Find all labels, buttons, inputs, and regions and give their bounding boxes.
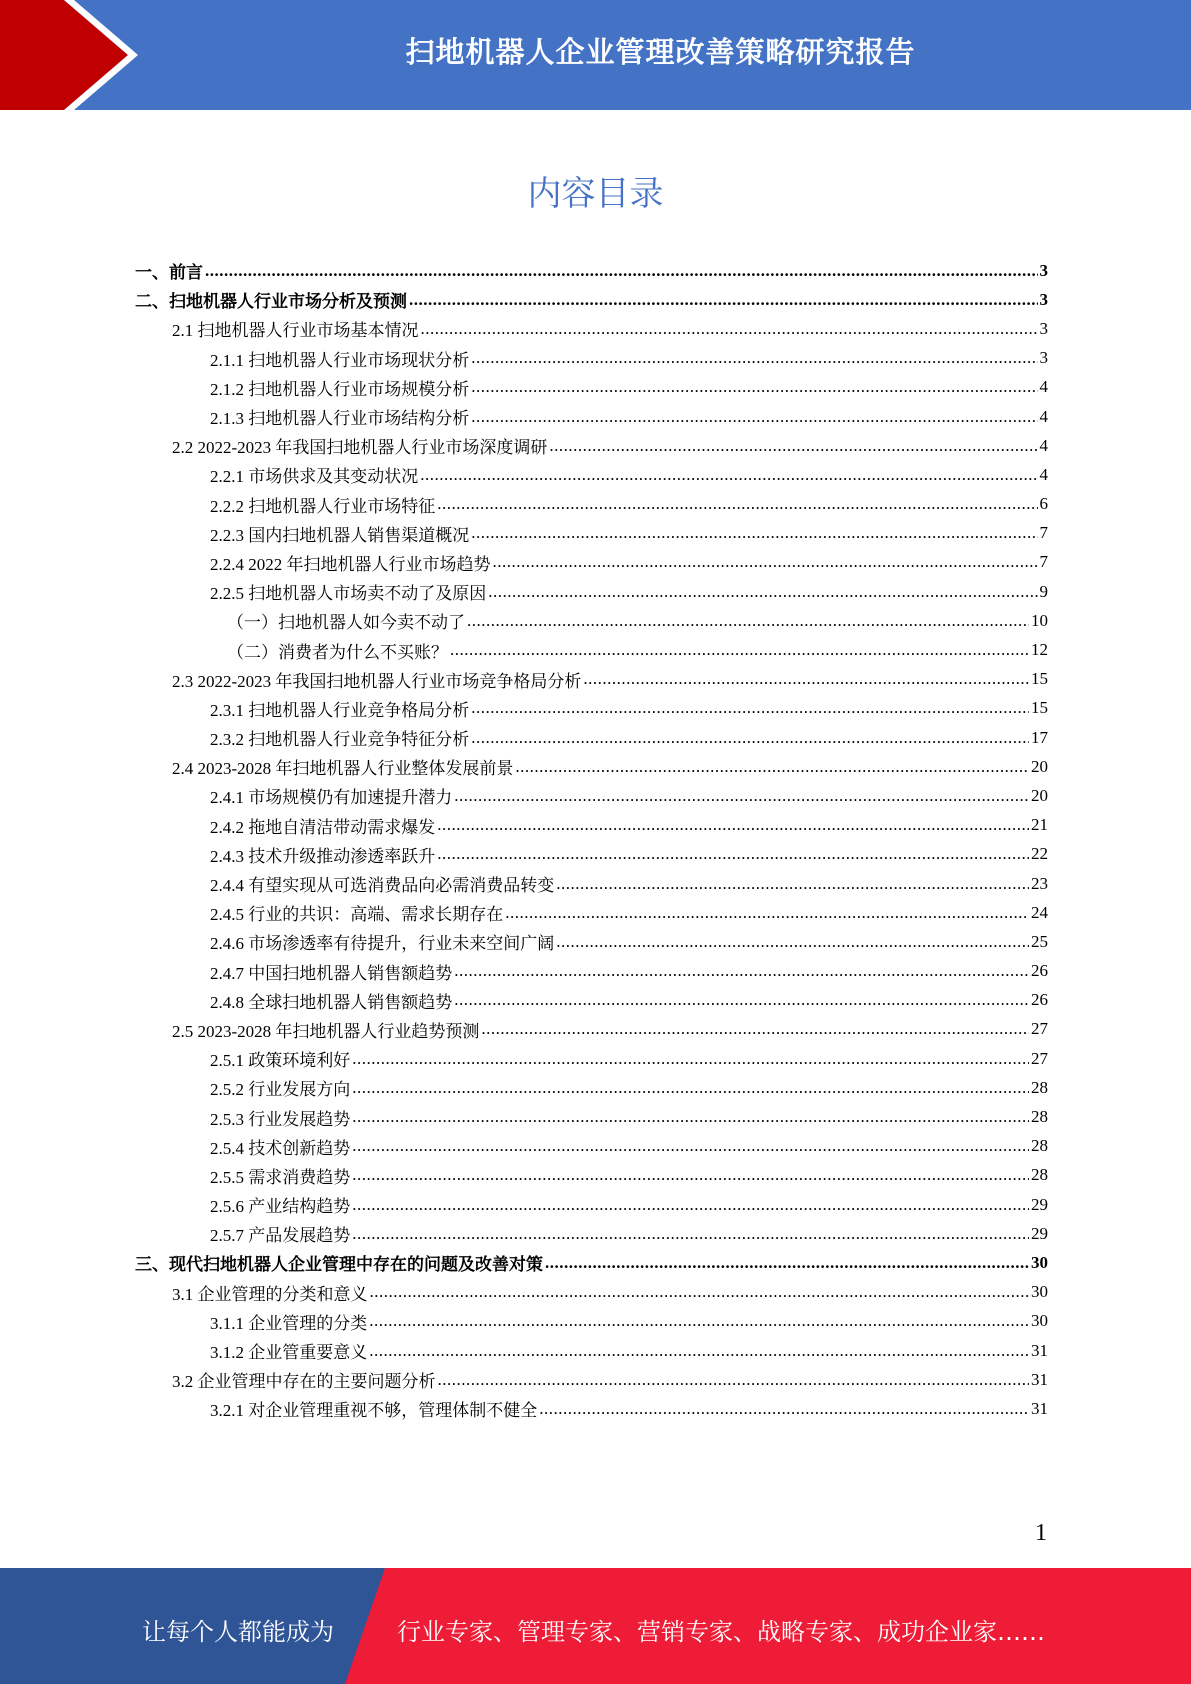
toc-entry-page: 29 bbox=[1031, 1223, 1048, 1243]
toc-entry-label: 2.1.2 扫地机器人行业市场规模分析 bbox=[210, 375, 471, 400]
toc-entry-label: 3.1 企业管理的分类和意义 bbox=[172, 1280, 370, 1305]
leader-dots bbox=[421, 319, 1038, 339]
report-title: 扫地机器人企业管理改善策略研究报告 bbox=[405, 35, 916, 69]
toc-entry[interactable] bbox=[135, 1102, 1048, 1131]
toc-entry-label: 2.5.1 政策环境利好 bbox=[210, 1046, 352, 1071]
leader-dots bbox=[438, 1370, 1030, 1390]
leader-dots bbox=[369, 1311, 1029, 1331]
toc-entry-page: 30 bbox=[1031, 1252, 1048, 1272]
toc-entry-label: 2.4.6 市场渗透率有待提升，行业未来空间广阔 bbox=[210, 929, 556, 954]
toc-entry-page: 3 bbox=[1039, 289, 1048, 309]
toc-entry[interactable] bbox=[135, 781, 1048, 810]
toc-entry[interactable] bbox=[135, 957, 1048, 986]
toc-entry-page: 3 bbox=[1039, 348, 1048, 368]
toc-entry-label: 3.1.1 企业管理的分类 bbox=[210, 1309, 369, 1334]
toc-entry[interactable] bbox=[135, 927, 1048, 956]
leader-dots bbox=[450, 640, 1029, 660]
toc-entry[interactable] bbox=[135, 665, 1048, 694]
toc-entry-label: 2.2.5 扫地机器人市场卖不动了及原因 bbox=[210, 579, 488, 604]
toc-entry-label: 3.2.1 对企业管理重视不够，管理体制不健全 bbox=[210, 1396, 539, 1421]
toc-entry[interactable] bbox=[135, 373, 1048, 402]
toc-entry-page: 29 bbox=[1031, 1194, 1048, 1214]
toc-entry-label: 2.2.2 扫地机器人行业市场特征 bbox=[210, 492, 437, 517]
leader-dots bbox=[352, 1078, 1029, 1098]
toc-entry-page: 7 bbox=[1039, 552, 1048, 572]
toc-entry-label: 2.4.1 市场规模仍有加速提升潜力 bbox=[210, 783, 454, 808]
toc-entry-page: 7 bbox=[1039, 523, 1048, 543]
toc-entry[interactable] bbox=[135, 1394, 1048, 1423]
toc-entry-page: 27 bbox=[1031, 1019, 1048, 1039]
leader-dots bbox=[488, 582, 1037, 602]
toc-entry-page: 31 bbox=[1031, 1398, 1048, 1418]
leader-dots bbox=[556, 874, 1029, 894]
toc-entry[interactable] bbox=[135, 1073, 1048, 1102]
toc-entry-page: 17 bbox=[1031, 727, 1048, 747]
leader-dots bbox=[471, 377, 1037, 397]
toc-entry-label: 2.4.3 技术升级推动渗透率跃升 bbox=[210, 842, 437, 867]
toc-entry-label: 三、现代扫地机器人企业管理中存在的问题及改善对策 bbox=[135, 1250, 545, 1275]
toc-entry-page: 10 bbox=[1031, 610, 1048, 630]
toc-entry-page: 28 bbox=[1031, 1165, 1048, 1185]
toc-entry[interactable] bbox=[135, 1190, 1048, 1219]
toc-entry-label: 2.2.3 国内扫地机器人销售渠道概况 bbox=[210, 521, 471, 546]
toc-entry-page: 23 bbox=[1031, 873, 1048, 893]
toc-entry-page: 12 bbox=[1031, 640, 1048, 660]
leader-dots bbox=[493, 552, 1038, 572]
leader-dots bbox=[549, 436, 1037, 456]
toc-entry-page: 20 bbox=[1031, 756, 1048, 776]
toc-entry-label: 2.2.4 2022 年扫地机器人行业市场趋势 bbox=[210, 550, 493, 575]
page-number: 1 bbox=[1035, 1520, 1047, 1546]
leader-dots bbox=[352, 1195, 1029, 1215]
toc-entry[interactable] bbox=[135, 694, 1048, 723]
toc-entry-page: 20 bbox=[1031, 785, 1048, 805]
toc-entry[interactable] bbox=[135, 519, 1048, 548]
toc-entry-label: 2.3 2022-2023 年我国扫地机器人行业市场竞争格局分析 bbox=[172, 667, 583, 692]
toc-entry-label: 2.4 2023-2028 年扫地机器人行业整体发展前景 bbox=[172, 754, 515, 779]
leader-dots bbox=[471, 728, 1029, 748]
toc-entry-label: 2.5 2023-2028 年扫地机器人行业趋势预测 bbox=[172, 1017, 481, 1042]
leader-dots bbox=[352, 1107, 1029, 1127]
toc-entry[interactable] bbox=[135, 840, 1048, 869]
leader-dots bbox=[352, 1049, 1029, 1069]
leader-dots bbox=[352, 1165, 1029, 1185]
leader-dots bbox=[556, 932, 1029, 952]
toc-entry-page: 6 bbox=[1039, 494, 1048, 514]
footer-slogan-right: 行业专家、管理专家、营销专家、战略专家、成功企业家…… bbox=[397, 1618, 1045, 1646]
toc-entry[interactable] bbox=[135, 1365, 1048, 1394]
toc-entry[interactable] bbox=[135, 869, 1048, 898]
page-header bbox=[0, 0, 1191, 110]
toc-entry[interactable] bbox=[135, 285, 1048, 314]
toc-entry-page: 9 bbox=[1039, 581, 1048, 601]
toc-entry-label: 一、前言 bbox=[135, 258, 205, 283]
leader-dots bbox=[437, 494, 1037, 514]
toc-entry-label: 2.5.3 行业发展趋势 bbox=[210, 1105, 352, 1130]
leader-dots bbox=[454, 786, 1029, 806]
footer-slogan-left: 让每个人都能成为 bbox=[142, 1618, 334, 1646]
leader-dots bbox=[370, 1282, 1030, 1302]
toc-entry[interactable] bbox=[135, 314, 1048, 343]
toc-entry[interactable] bbox=[135, 256, 1048, 285]
toc-entry-page: 27 bbox=[1031, 1048, 1048, 1068]
toc-entry[interactable] bbox=[135, 606, 1048, 635]
leader-dots bbox=[205, 261, 1038, 281]
toc-entry[interactable] bbox=[135, 402, 1048, 431]
page-footer bbox=[0, 1568, 1191, 1684]
toc-entry-page: 26 bbox=[1031, 990, 1048, 1010]
toc-entry-label: （二）消费者为什么不买账？ bbox=[227, 638, 450, 663]
toc-entry[interactable] bbox=[135, 1336, 1048, 1365]
toc-entry[interactable] bbox=[135, 1044, 1048, 1073]
leader-dots bbox=[471, 348, 1037, 368]
leader-dots bbox=[539, 1399, 1029, 1419]
leader-dots bbox=[352, 1136, 1029, 1156]
toc-entry-label: 2.5.4 技术创新趋势 bbox=[210, 1134, 352, 1159]
leader-dots bbox=[515, 757, 1029, 777]
toc-entry-label: 2.1.1 扫地机器人行业市场现状分析 bbox=[210, 346, 471, 371]
toc-entry-page: 31 bbox=[1031, 1369, 1048, 1389]
toc-entry[interactable] bbox=[135, 577, 1048, 606]
toc-entry-page: 3 bbox=[1039, 260, 1048, 280]
toc-entry-label: 2.4.8 全球扫地机器人销售额趋势 bbox=[210, 988, 454, 1013]
toc-entry[interactable] bbox=[135, 986, 1048, 1015]
toc-entry-page: 28 bbox=[1031, 1077, 1048, 1097]
toc-entry[interactable] bbox=[135, 344, 1048, 373]
toc-entry-label: 2.4.7 中国扫地机器人销售额趋势 bbox=[210, 959, 454, 984]
toc-entry-page: 3 bbox=[1039, 318, 1048, 338]
toc-entry-page: 26 bbox=[1031, 961, 1048, 981]
toc-entry-page: 28 bbox=[1031, 1107, 1048, 1127]
toc-entry-label: 2.2.1 市场供求及其变动状况 bbox=[210, 462, 420, 487]
leader-dots bbox=[467, 611, 1029, 631]
toc-entry-page: 31 bbox=[1031, 1340, 1048, 1360]
toc-entry[interactable] bbox=[135, 460, 1048, 489]
toc-entry-page: 15 bbox=[1031, 698, 1048, 718]
toc-entry-label: （一）扫地机器人如今卖不动了 bbox=[227, 608, 467, 633]
toc-entry-label: 2.1.3 扫地机器人行业市场结构分析 bbox=[210, 404, 471, 429]
toc-entry[interactable] bbox=[135, 1307, 1048, 1336]
leader-dots bbox=[583, 669, 1029, 689]
leader-dots bbox=[471, 407, 1037, 427]
leader-dots bbox=[409, 290, 1038, 310]
toc-entry-label: 2.3.1 扫地机器人行业竞争格局分析 bbox=[210, 696, 471, 721]
toc-entry-page: 22 bbox=[1031, 844, 1048, 864]
toc-entry-label: 2.4.5 行业的共识：高端、需求长期存在 bbox=[210, 900, 505, 925]
toc-entry-page: 4 bbox=[1039, 377, 1048, 397]
toc-entry-page: 21 bbox=[1031, 815, 1048, 835]
toc-entry-label: 2.4.4 有望实现从可选消费品向必需消费品转变 bbox=[210, 871, 556, 896]
toc-entry-page: 4 bbox=[1039, 464, 1048, 484]
toc-entry-label: 2.1 扫地机器人行业市场基本情况 bbox=[172, 316, 421, 341]
leader-dots bbox=[352, 1224, 1029, 1244]
leader-dots bbox=[437, 815, 1029, 835]
toc-entry-label: 2.5.6 产业结构趋势 bbox=[210, 1192, 352, 1217]
toc-entry-page: 28 bbox=[1031, 1136, 1048, 1156]
toc-entry-label: 3.1.2 企业管重要意义 bbox=[210, 1338, 369, 1363]
toc-heading: 内容目录 bbox=[527, 174, 664, 214]
toc-entry[interactable] bbox=[135, 1015, 1048, 1044]
toc-entry[interactable] bbox=[135, 723, 1048, 752]
leader-dots bbox=[481, 1019, 1029, 1039]
toc-entry-label: 3.2 企业管理中存在的主要问题分析 bbox=[172, 1367, 438, 1392]
toc-entry-page: 30 bbox=[1031, 1282, 1048, 1302]
toc-entry-page: 30 bbox=[1031, 1311, 1048, 1331]
leader-dots bbox=[505, 903, 1029, 923]
leader-dots bbox=[471, 523, 1037, 543]
toc-entry-page: 15 bbox=[1031, 669, 1048, 689]
toc-entry[interactable] bbox=[135, 431, 1048, 460]
toc-entry-label: 2.3.2 扫地机器人行业竞争特征分析 bbox=[210, 725, 471, 750]
toc-entry-label: 2.2 2022-2023 年我国扫地机器人行业市场深度调研 bbox=[172, 433, 549, 458]
leader-dots bbox=[545, 1253, 1029, 1273]
leader-dots bbox=[437, 844, 1029, 864]
toc-entry-page: 25 bbox=[1031, 931, 1048, 951]
toc-entry[interactable] bbox=[135, 1219, 1048, 1248]
toc-entry[interactable] bbox=[135, 1161, 1048, 1190]
toc-entry-page: 4 bbox=[1039, 406, 1048, 426]
leader-dots bbox=[420, 465, 1037, 485]
toc-entry[interactable] bbox=[135, 1248, 1048, 1277]
leader-dots bbox=[454, 961, 1029, 981]
leader-dots bbox=[454, 990, 1029, 1010]
toc-entry-label: 2.4.2 拖地自清洁带动需求爆发 bbox=[210, 813, 437, 838]
toc-entry[interactable] bbox=[135, 752, 1048, 781]
leader-dots bbox=[369, 1341, 1029, 1361]
toc-entry-label: 2.5.7 产品发展趋势 bbox=[210, 1221, 352, 1246]
table-of-contents bbox=[135, 256, 1048, 1424]
toc-entry[interactable] bbox=[135, 1132, 1048, 1161]
toc-entry-page: 4 bbox=[1039, 435, 1048, 455]
toc-entry[interactable] bbox=[135, 490, 1048, 519]
toc-entry[interactable] bbox=[135, 635, 1048, 664]
toc-entry-label: 2.5.2 行业发展方向 bbox=[210, 1075, 352, 1100]
toc-entry[interactable] bbox=[135, 1278, 1048, 1307]
toc-entry[interactable] bbox=[135, 548, 1048, 577]
toc-entry-label: 2.5.5 需求消费趋势 bbox=[210, 1163, 352, 1188]
leader-dots bbox=[471, 698, 1029, 718]
toc-entry[interactable] bbox=[135, 811, 1048, 840]
toc-entry-page: 24 bbox=[1031, 902, 1048, 922]
toc-entry-label: 二、扫地机器人行业市场分析及预测 bbox=[135, 287, 409, 312]
toc-entry[interactable] bbox=[135, 898, 1048, 927]
